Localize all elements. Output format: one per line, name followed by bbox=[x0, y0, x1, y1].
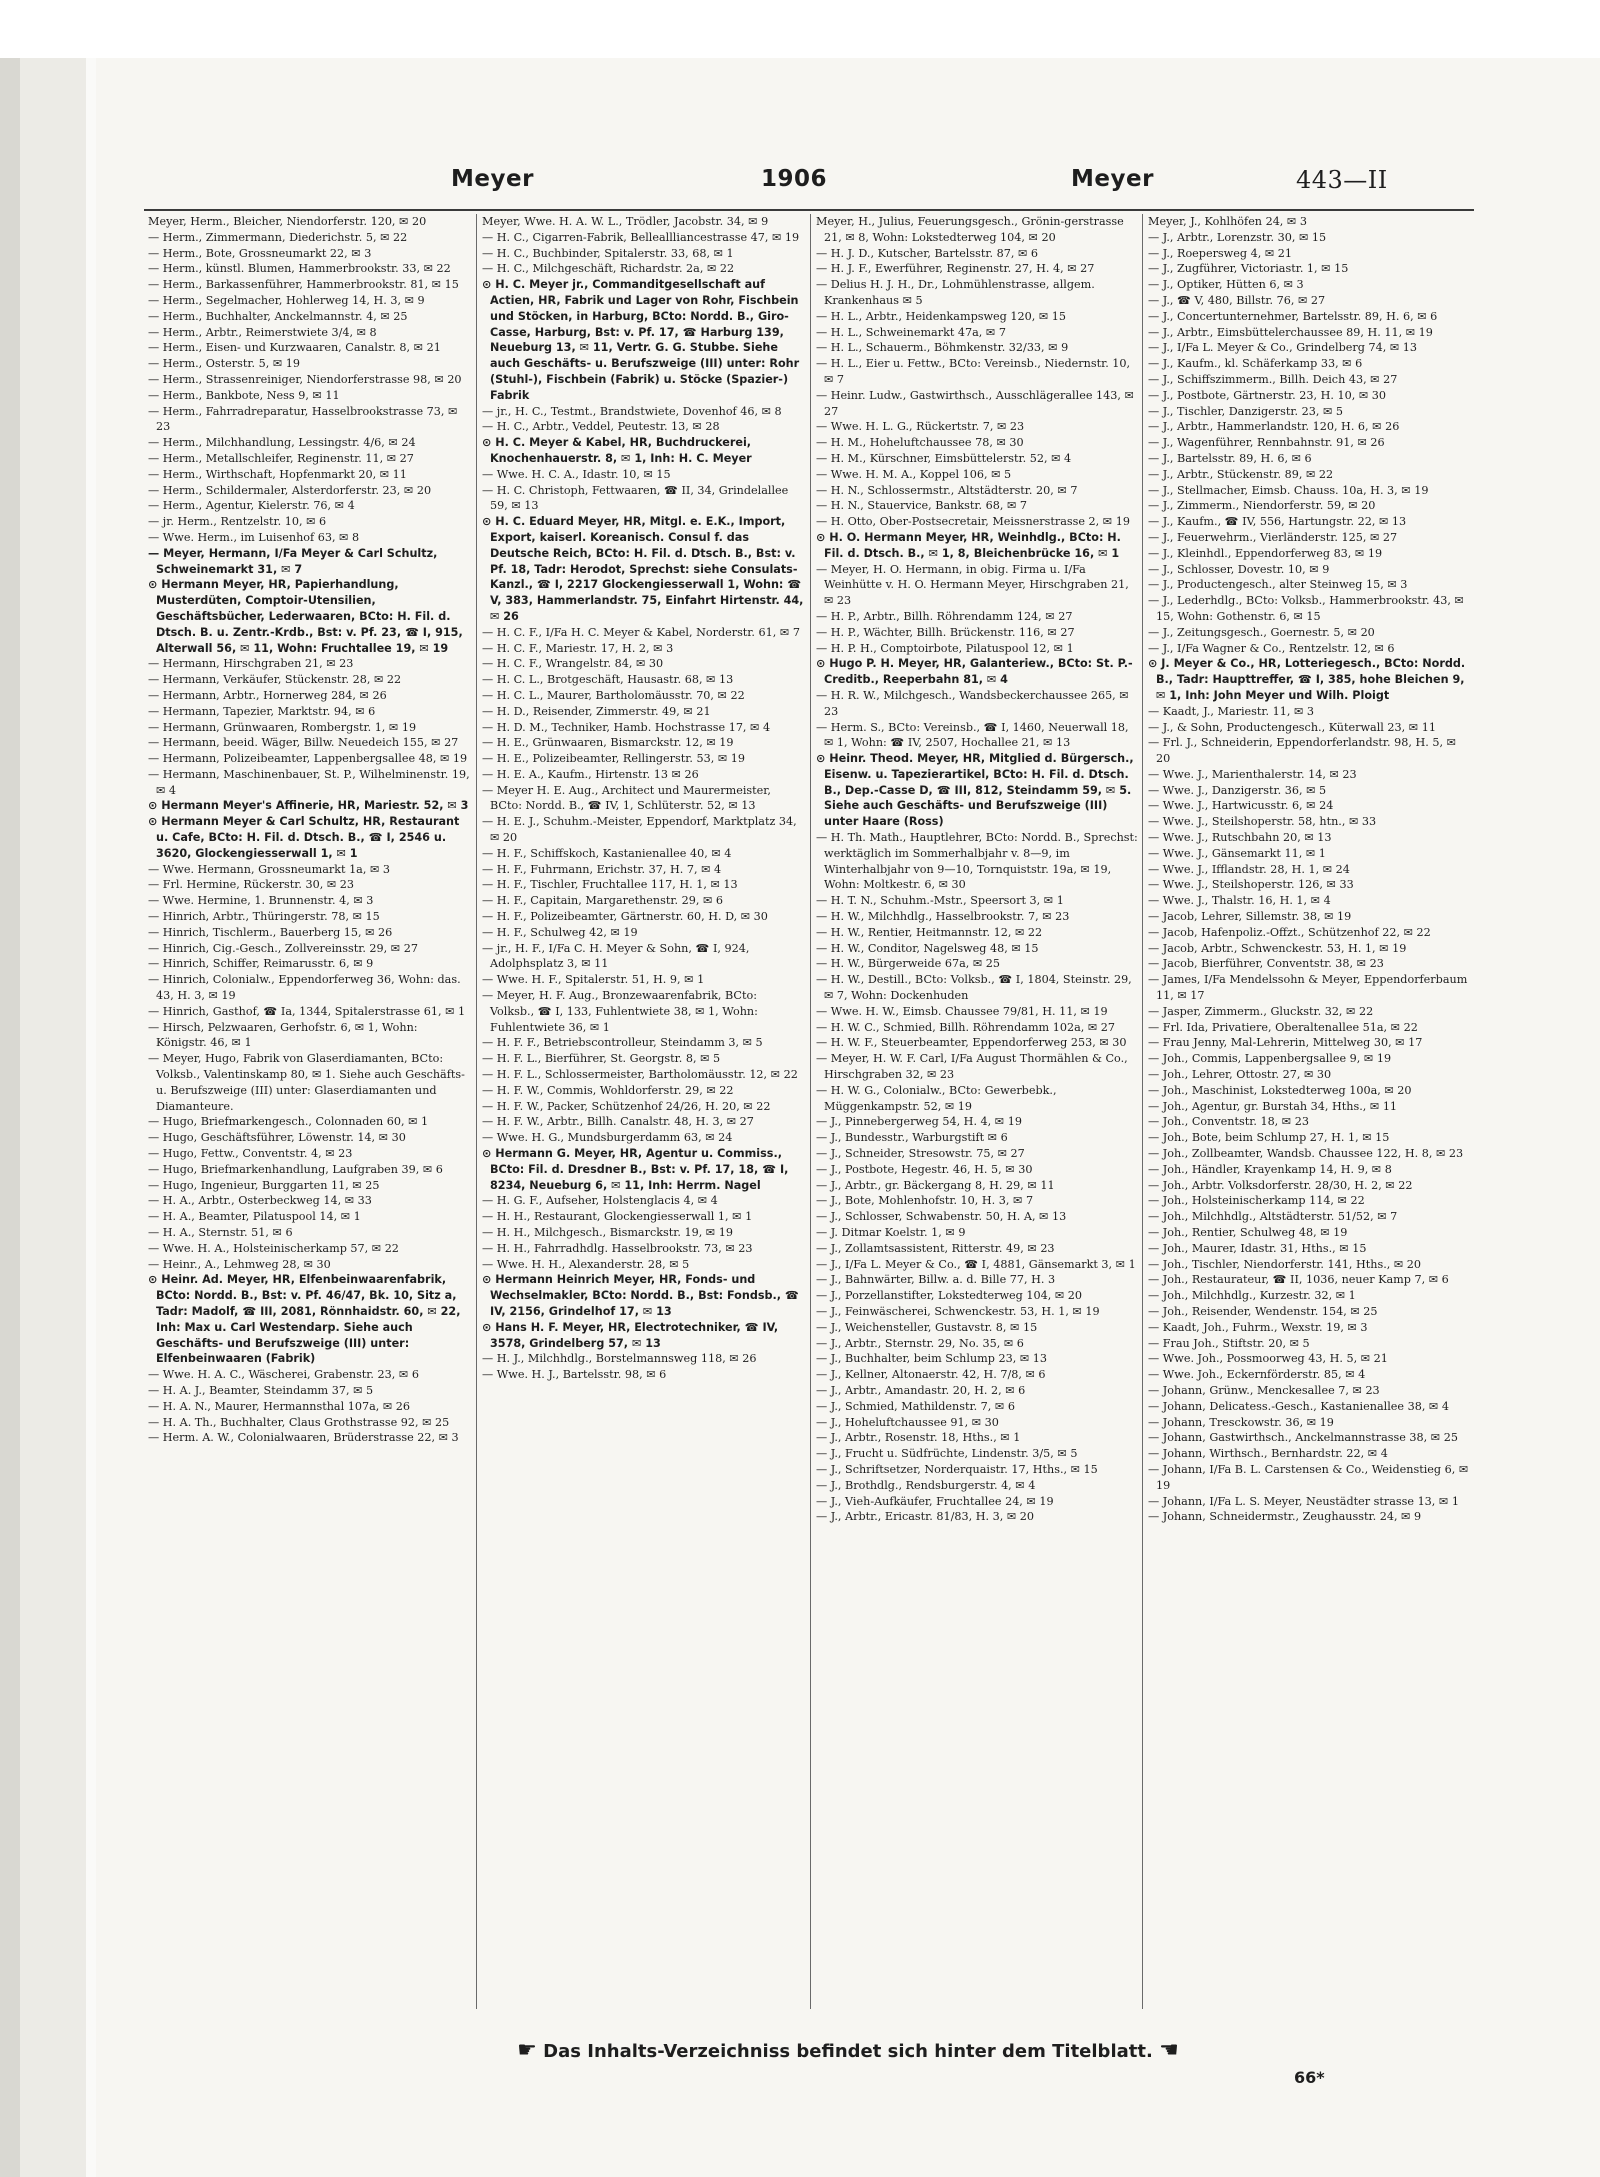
directory-entry: — Joh., Restaurateur, ☎ II, 1036, neuer Kamp 7, ✉ 6 bbox=[1148, 1273, 1449, 1287]
directory-entry: — H. J., Milchhdlg., Borstelmannsweg 118, ✉ 26 bbox=[482, 1352, 757, 1366]
directory-entry: — Jacob, Hafenpoliz.-Offzt., Schützenhof 22, ✉ 22 bbox=[1148, 925, 1431, 939]
directory-entry: — J., Arbtr., Hammerlandstr. 120, H. 6, ✉ 26 bbox=[1148, 420, 1400, 434]
directory-entry: — J., Hoheluftchaussee 91, ✉ 30 bbox=[816, 1415, 999, 1429]
directory-entry: — Herm., Schildermaler, Alsterdorferstr. 23, ✉ 20 bbox=[148, 483, 432, 497]
directory-entry: — Wwe. J., Rutschbahn 20, ✉ 13 bbox=[1148, 831, 1332, 845]
directory-entry: — J., Arbtr., gr. Bäckergang 8, H. 29, ✉ 11 bbox=[816, 1178, 1055, 1192]
directory-entry: — Frl. Ida, Privatiere, Oberaltenallee 51a, ✉ 22 bbox=[1148, 1020, 1418, 1034]
directory-entry: — H. F., Polizeibeamter, Gärtnerstr. 60, H. D, ✉ 30 bbox=[482, 910, 768, 924]
directory-entry: — Meyer, H. W. F. Carl, I/Fa August Thormählen & Co., Hirschgraben 32, ✉ 23 bbox=[816, 1052, 1128, 1082]
directory-column-3 bbox=[816, 214, 1138, 2014]
directory-entry: — Herm., Eisen- und Kurzwaaren, Canalstr. 8, ✉ 21 bbox=[148, 341, 441, 355]
directory-entry: — H. N., Stauervice, Bankstr. 68, ✉ 7 bbox=[816, 499, 1027, 513]
directory-entry: — J., Schlosser, Schwabenstr. 50, H. A, ✉ 13 bbox=[816, 1210, 1067, 1224]
directory-entry: — J., ☎ V, 480, Billstr. 76, ✉ 27 bbox=[1148, 293, 1326, 307]
directory-entry: — Joh., Maschinist, Lokstedterweg 100a, ✉ 20 bbox=[1148, 1083, 1412, 1097]
directory-entry: — H. M., Hoheluftchaussee 78, ✉ 30 bbox=[816, 436, 1024, 450]
directory-entry: — Herm., Bankbote, Ness 9, ✉ 11 bbox=[148, 388, 340, 402]
directory-entry: — H. E., Grünwaaren, Bismarckstr. 12, ✉ 19 bbox=[482, 736, 734, 750]
directory-entry: — Hermann, Grünwaaren, Rombergstr. 1, ✉ 19 bbox=[148, 720, 417, 734]
directory-entry: ⊙ H. O. Hermann Meyer, HR, Weinhdlg., BCto: H. Fil. d. Dtsch. B., ✉ 1, 8, Bleichenbrücke 16, ✉ 1 bbox=[816, 530, 1121, 560]
directory-entry: — Johann, I/Fa L. S. Meyer, Neustädter strasse 13, ✉ 1 bbox=[1148, 1494, 1459, 1508]
directory-entry: — Wwe. J., Thalstr. 16, H. 1, ✉ 4 bbox=[1148, 894, 1331, 908]
directory-entry: — Hugo, Briefmarkenhandlung, Laufgraben 39, ✉ 6 bbox=[148, 1162, 443, 1176]
directory-entry: — J., Lederhdlg., BCto: Volksb., Hammerbrookstr. 43, ✉ 15, Wohn: Gothenstr. 6, ✉ 15 bbox=[1148, 594, 1464, 623]
directory-entry: — jr., H. F., I/Fa C. H. Meyer & Sohn, ☎ I, 924, Adolphsplatz 3, ✉ 11 bbox=[482, 941, 750, 971]
directory-entry: Meyer, Herm., Bleicher, Niendorferstr. 120, ✉ 20 bbox=[148, 215, 427, 228]
directory-entry: — J., Frucht u. Südfrüchte, Lindenstr. 3/5, ✉ 5 bbox=[816, 1447, 1078, 1461]
directory-entry: — H. L., Arbtr., Heidenkampsweg 120, ✉ 15 bbox=[816, 309, 1067, 323]
directory-entry: — J., I/Fa Wagner & Co., Rentzelstr. 12, ✉ 6 bbox=[1148, 641, 1395, 655]
directory-entry: — Johann, Gastwirthsch., Anckelmannstrasse 38, ✉ 25 bbox=[1148, 1431, 1458, 1445]
directory-entry: — H. J. F., Ewerführer, Reginenstr. 27, H. 4, ✉ 27 bbox=[816, 262, 1095, 276]
directory-entry: ⊙ Hugo P. H. Meyer, HR, Galanteriew., BCto: St. P.-Creditb., Reeperbahn 81, ✉ 4 bbox=[816, 657, 1133, 687]
directory-entry: — H. Th. Math., Hauptlehrer, BCto: Nordd. B., Sprechst: werktäglich im Sommerhalbjahr v. 8—9, im Winterhalbjahr von 9—10, Tornquiststr. 19a, ✉ 19, Wohn: Moltkestr. 6, ✉ 30 bbox=[816, 831, 1138, 892]
directory-entry: — H. C., Milchgeschäft, Richardstr. 2a, ✉ 22 bbox=[482, 262, 735, 276]
directory-entry: — Hinrich, Gasthof, ☎ Ia, 1344, Spitalerstrasse 61, ✉ 1 bbox=[148, 1004, 466, 1018]
directory-entry: — Hermann, Arbtr., Hornerweg 284, ✉ 26 bbox=[148, 688, 387, 702]
directory-entry: — Joh., Reisender, Wendenstr. 154, ✉ 25 bbox=[1148, 1304, 1378, 1318]
scan-top-margin bbox=[0, 0, 1600, 58]
directory-entry: ⊙ Heinr. Theod. Meyer, HR, Mitglied d. Bürgersch., Eisenw. u. Tapezierartikel, BCto: H. Fil. d. Dtsch. B., Dep.-Casse D, ☎ III, 812, Steindamm 59, ✉ 5. Siehe auch Geschäfts- und Berufszweige (III) unter Haare (Ross) bbox=[816, 752, 1134, 829]
directory-entry: — H. W. G., Colonialw., BCto: Gewerbebk., Müggenkampstr. 52, ✉ 19 bbox=[816, 1083, 1057, 1113]
directory-entry: — J., Arbtr., Stückenstr. 89, ✉ 22 bbox=[1148, 467, 1334, 481]
directory-entry: ⊙ J. Meyer & Co., HR, Lotteriegesch., BCto: Nordd. B., Tadr: Haupttreffer, ☎ I, 385, hohe Bleichen 9, ✉ 1, Inh: John Meyer und Wilh. Ploigt bbox=[1148, 657, 1466, 702]
column-divider bbox=[1142, 214, 1143, 2009]
directory-entry: — J., Tischler, Danzigerstr. 23, ✉ 5 bbox=[1148, 404, 1344, 418]
directory-entry: — Joh., Commis, Lappenbergsallee 9, ✉ 19 bbox=[1148, 1052, 1392, 1066]
directory-entry: ⊙ Hermann G. Meyer, HR, Agentur u. Commiss., BCto: Fil. d. Dresdner B., Bst: v. Pf. 17, 18, ☎ I, 8234, Neueburg 6, ✉ 11, Inh: Herrm. Nagel bbox=[482, 1147, 789, 1192]
directory-entry: — H. A., Arbtr., Osterbeckweg 14, ✉ 33 bbox=[148, 1194, 372, 1208]
directory-entry: — J., Postbote, Hegestr. 46, H. 5, ✉ 30 bbox=[816, 1162, 1033, 1176]
directory-entry: Meyer, J., Kohlhöfen 24, ✉ 3 bbox=[1148, 215, 1307, 228]
directory-entry: — Jasper, Zimmerm., Gluckstr. 32, ✉ 22 bbox=[1148, 1004, 1374, 1018]
directory-entry: ⊙ Hans H. F. Meyer, HR, Electrotechniker, ☎ IV, 3578, Grindelberg 57, ✉ 13 bbox=[482, 1320, 779, 1350]
page-gutter bbox=[86, 58, 96, 2177]
directory-entry: — H. A. J., Beamter, Steindamm 37, ✉ 5 bbox=[148, 1383, 374, 1397]
directory-entry: — jr., H. C., Testmt., Brandstwiete, Dovenhof 46, ✉ 8 bbox=[482, 404, 782, 418]
directory-entry: — Wwe. H. A., Holsteinischerkamp 57, ✉ 22 bbox=[148, 1241, 399, 1255]
directory-entry: — H. T. N., Schuhm.-Mstr., Speersort 3, ✉ 1 bbox=[816, 894, 1064, 908]
directory-entry: — H. P. H., Comptoirbote, Pilatuspool 12, ✉ 1 bbox=[816, 641, 1074, 655]
directory-entry: — Kaadt, J., Mariestr. 11, ✉ 3 bbox=[1148, 704, 1315, 718]
directory-entry: — Joh., Tischler, Niendorferstr. 141, Hths., ✉ 20 bbox=[1148, 1257, 1422, 1271]
directory-entry: — H. D. M., Techniker, Hamb. Hochstrasse 17, ✉ 4 bbox=[482, 720, 771, 734]
directory-entry: — Wwe. H. G., Mundsburgerdamm 63, ✉ 24 bbox=[482, 1131, 733, 1145]
directory-entry: — H. C., Cigarren-Fabrik, Belleallliancestrasse 47, ✉ 19 bbox=[482, 230, 800, 244]
directory-entry: — H. L., Schweinemarkt 47a, ✉ 7 bbox=[816, 325, 1006, 339]
directory-entry: — H. P., Arbtr., Billh. Röhrendamm 124, ✉ 27 bbox=[816, 609, 1073, 623]
directory-entry: — H. A. Th., Buchhalter, Claus Grothstrasse 92, ✉ 25 bbox=[148, 1415, 450, 1429]
directory-entry: — Joh., Rentier, Schulweg 48, ✉ 19 bbox=[1148, 1226, 1348, 1239]
directory-entry: — J., Postbote, Gärtnerstr. 23, H. 10, ✉ 30 bbox=[1148, 388, 1387, 402]
directory-entry: — H. W., Rentier, Heitmannstr. 12, ✉ 22 bbox=[816, 925, 1043, 939]
directory-entry: — Meyer H. E. Aug., Architect und Maurermeister, BCto: Nordd. B., ☎ IV, 1, Schlüterstr. 52, ✉ 13 bbox=[482, 783, 771, 813]
directory-entry: ⊙ Hermann Meyer's Affinerie, HR, Mariestr. 52, ✉ 3 bbox=[148, 799, 469, 813]
directory-entry: — Wwe. Hermine, 1. Brunnenstr. 4, ✉ 3 bbox=[148, 894, 374, 908]
directory-entry: — Joh., Agentur, gr. Burstah 34, Hths., ✉ 11 bbox=[1148, 1099, 1398, 1113]
directory-entry: — Heinr. Ludw., Gastwirthsch., Ausschlägerallee 143, ✉ 27 bbox=[816, 388, 1134, 418]
header-rule bbox=[144, 209, 1474, 211]
directory-entry: — H. P., Wächter, Billh. Brückenstr. 116, ✉ 27 bbox=[816, 625, 1075, 639]
directory-entry: — Herm., Bote, Grossneumarkt 22, ✉ 3 bbox=[148, 246, 372, 260]
directory-entry: — J., Arbtr., Sternstr. 29, No. 35, ✉ 6 bbox=[816, 1336, 1024, 1350]
directory-entry: ⊙ H. C. Meyer jr., Commanditgesellschaft auf Actien, HR, Fabrik und Lager von Rohr, Fischbein und Stöcken, in Harburg, BCto: Nordd. B., Giro-Casse, Harburg, Bst: v. Pf. 17, ☎ Harburg 139, Neueburg 13, ✉ 11, Vertr. G. G. Stubbe. Siehe auch Geschäfts- u. Berufszweige (III) unter: Rohr (Stuhl-), Fischbein (Fabrik) u. Stöcke (Spazier-) Fabrik bbox=[482, 278, 800, 402]
directory-entry: — H. W. C., Schmied, Billh. Röhrendamm 102a, ✉ 27 bbox=[816, 1020, 1116, 1034]
directory-entry: — J., Kleinhdl., Eppendorferweg 83, ✉ 19 bbox=[1148, 546, 1383, 560]
directory-entry: — jr. Herm., Rentzelstr. 10, ✉ 6 bbox=[148, 515, 327, 529]
directory-entry: — Wwe. H. A. C., Wäscherei, Grabenstr. 23, ✉ 6 bbox=[148, 1368, 419, 1382]
directory-entry: — Hirsch, Pelzwaaren, Gerhofstr. 6, ✉ 1, Wohn: Königstr. 46, ✉ 1 bbox=[148, 1020, 418, 1050]
directory-entry: ⊙ Heinr. Ad. Meyer, HR, Elfenbeinwaarenfabrik, BCto: Nordd. B., Bst: v. Pf. 46/47, Bk. 10, Sitz a, Tadr: Madolf, ☎ III, 2081, Rönnhaidstr. 60, ✉ 22, Inh: Max u. Carl Westendarp. Siehe auch Geschäfts- und Berufszweige (III) unter: Elfenbeinwaaren (Fabrik) bbox=[148, 1273, 461, 1366]
directory-entry: — H. F., Schiffskoch, Kastanienallee 40, ✉ 4 bbox=[482, 846, 732, 860]
directory-entry: — Jacob, Bierführer, Conventstr. 38, ✉ 23 bbox=[1148, 957, 1384, 971]
directory-entry: — J., Schlosser, Dovestr. 10, ✉ 9 bbox=[1148, 562, 1330, 576]
directory-entry: — Frl. Hermine, Rückerstr. 30, ✉ 23 bbox=[148, 878, 355, 892]
header-year: 1906 bbox=[761, 166, 828, 192]
directory-entry: — H. F. L., Bierführer, St. Georgstr. 8, ✉ 5 bbox=[482, 1052, 721, 1066]
directory-entry: — Herm., Fahrradreparatur, Hasselbrookstrasse 73, ✉ 23 bbox=[148, 404, 458, 434]
directory-entry: — Johann, I/Fa B. L. Carstensen & Co., Weidenstieg 6, ✉ 19 bbox=[1148, 1462, 1469, 1492]
directory-entry: — J., Stellmacher, Eimsb. Chauss. 10a, H. 3, ✉ 19 bbox=[1148, 483, 1429, 497]
directory-entry: — Hinrich, Cig.-Gesch., Zollvereinsstr. 29, ✉ 27 bbox=[148, 941, 418, 955]
directory-entry: — H. H., Milchgesch., Bismarckstr. 19, ✉ 19 bbox=[482, 1226, 733, 1239]
directory-entry: — H. E. J., Schuhm.-Meister, Eppendorf, Marktplatz 34, ✉ 20 bbox=[482, 815, 797, 845]
directory-entry: — Hugo, Geschäftsführer, Löwenstr. 14, ✉ 30 bbox=[148, 1131, 406, 1145]
header-page-ref: 443—II bbox=[1296, 166, 1388, 194]
directory-entry: — H. W. F., Steuerbeamter, Eppendorferweg 253, ✉ 30 bbox=[816, 1036, 1127, 1050]
directory-entry: — J., & Sohn, Productengesch., Küterwall 23, ✉ 11 bbox=[1148, 720, 1436, 734]
directory-entry: — Joh., Maurer, Idastr. 31, Hths., ✉ 15 bbox=[1148, 1241, 1367, 1255]
directory-entry: — Wwe. Joh., Possmoorweg 43, H. 5, ✉ 21 bbox=[1148, 1352, 1388, 1366]
directory-entry: — Frau Jenny, Mal-Lehrerin, Mittelweg 30, ✉ 17 bbox=[1148, 1036, 1423, 1050]
directory-entry: ⊙ Hermann Heinrich Meyer, HR, Fonds- und Wechselmakler, BCto: Nordd. B., Bst: Fondsb., ☎ IV, 2156, Grindelhof 17, ✉ 13 bbox=[482, 1273, 799, 1318]
directory-column-1 bbox=[148, 214, 470, 2014]
directory-entry: — H. L., Schauerm., Böhmkenstr. 32/33, ✉ 9 bbox=[816, 341, 1069, 355]
directory-entry: — Joh., Bote, beim Schlump 27, H. 1, ✉ 15 bbox=[1148, 1131, 1390, 1145]
directory-entry: — J., Bote, Mohlenhofstr. 10, H. 3, ✉ 7 bbox=[816, 1194, 1034, 1208]
directory-entry: — Herm., künstl. Blumen, Hammerbrookstr. 33, ✉ 22 bbox=[148, 262, 451, 276]
directory-entry: — Hermann, Hirschgraben 21, ✉ 23 bbox=[148, 657, 354, 671]
directory-entry: — Herm., Wirthschaft, Hopfenmarkt 20, ✉ 11 bbox=[148, 467, 407, 481]
directory-entry: — J. Ditmar Koelstr. 1, ✉ 9 bbox=[816, 1226, 966, 1239]
directory-entry: — Herm., Zimmermann, Diederichstr. 5, ✉ 22 bbox=[148, 230, 408, 244]
directory-entry: — Wwe. H. H., Alexanderstr. 28, ✉ 5 bbox=[482, 1257, 690, 1271]
directory-entry: — Frl. J., Schneiderin, Eppendorferlandstr. 98, H. 5, ✉ 20 bbox=[1148, 736, 1456, 766]
directory-entry: — H. F., Tischler, Fruchtallee 117, H. 1, ✉ 13 bbox=[482, 878, 738, 892]
directory-entry: — Johann, Grünw., Menckesallee 7, ✉ 23 bbox=[1148, 1383, 1380, 1397]
directory-entry: — Hinrich, Arbtr., Thüringerstr. 78, ✉ 15 bbox=[148, 910, 380, 924]
directory-entry: — H. F. L., Schlossermeister, Bartholomäusstr. 12, ✉ 22 bbox=[482, 1068, 798, 1082]
directory-entry: — Hinrich, Schiffer, Reimarusstr. 6, ✉ 9 bbox=[148, 957, 374, 971]
directory-entry: — Herm., Milchhandlung, Lessingstr. 4/6, ✉ 24 bbox=[148, 436, 416, 450]
directory-entry: — H. C., Buchbinder, Spitalerstr. 33, 68, ✉ 1 bbox=[482, 246, 734, 260]
directory-entry: — Wwe. Herm., im Luisenhof 63, ✉ 8 bbox=[148, 530, 360, 544]
directory-entry: — H. C. Christoph, Fettwaaren, ☎ II, 34, Grindelallee 59, ✉ 13 bbox=[482, 483, 789, 513]
directory-entry: — Herm., Agentur, Kielerstr. 76, ✉ 4 bbox=[148, 499, 355, 513]
directory-entry: — H. C. L., Maurer, Bartholomäusstr. 70, ✉ 22 bbox=[482, 688, 745, 702]
directory-entry: — Delius H. J. H., Dr., Lohmühlenstrasse, allgem. Krankenhaus ✉ 5 bbox=[816, 278, 1095, 307]
directory-entry: — H. E. A., Kaufm., Hirtenstr. 13 ✉ 26 bbox=[482, 767, 699, 781]
directory-entry: — J., Bahnwärter, Billw. a. d. Bille 77, H. 3 bbox=[816, 1273, 1056, 1287]
directory-entry: — Herm., Buchhalter, Anckelmannstr. 4, ✉ 25 bbox=[148, 309, 408, 323]
directory-entry: — H. C. F., Wrangelstr. 84, ✉ 30 bbox=[482, 657, 664, 671]
directory-entry: — J., Arbtr., Eimsbüttelerchaussee 89, H. 11, ✉ 19 bbox=[1148, 325, 1433, 339]
directory-entry: — J., Concertunternehmer, Bartelsstr. 89, H. 6, ✉ 6 bbox=[1148, 309, 1438, 323]
directory-entry: — Wwe. J., Danzigerstr. 36, ✉ 5 bbox=[1148, 783, 1327, 797]
directory-entry: — Hermann, Tapezier, Marktstr. 94, ✉ 6 bbox=[148, 704, 376, 718]
directory-entry: Meyer, Wwe. H. A. W. L., Trödler, Jacobstr. 34, ✉ 9 bbox=[482, 215, 769, 228]
directory-entry: — James, I/Fa Mendelssohn & Meyer, Eppendorferbaum 11, ✉ 17 bbox=[1148, 973, 1468, 1003]
directory-entry: — H. N., Schlossermstr., Altstädterstr. 20, ✉ 7 bbox=[816, 483, 1078, 497]
directory-entry: — H. Otto, Ober-Postsecretair, Meissnerstrasse 2, ✉ 19 bbox=[816, 515, 1130, 529]
column-divider bbox=[476, 214, 477, 2009]
directory-entry: — Meyer, Hugo, Fabrik von Glaserdiamanten, BCto: Volksb., Valentinskamp 80, ✉ 1. Siehe auch Geschäfts- u. Berufszweige (III) unter: Glaserdiamanten und Diamanteure. bbox=[148, 1052, 465, 1113]
directory-entry: — Herm., Arbtr., Reimerstwiete 3/4, ✉ 8 bbox=[148, 325, 377, 339]
directory-entry: — H. D., Reisender, Zimmerstr. 49, ✉ 21 bbox=[482, 704, 711, 718]
directory-entry: — J., Schneider, Stresowstr. 75, ✉ 27 bbox=[816, 1147, 1025, 1161]
directory-entry: — Joh., Lehrer, Ottostr. 27, ✉ 30 bbox=[1148, 1068, 1332, 1082]
directory-entry: — J., Zugführer, Victoriastr. 1, ✉ 15 bbox=[1148, 262, 1349, 276]
directory-entry: — J., Schiffszimmerm., Billh. Deich 43, ✉ 27 bbox=[1148, 372, 1398, 386]
directory-entry: — J., Feinwäscherei, Schwenckestr. 53, H. 1, ✉ 19 bbox=[816, 1304, 1100, 1318]
directory-entry: — H. F. W., Arbtr., Billh. Canalstr. 48, H. 3, ✉ 27 bbox=[482, 1115, 754, 1129]
directory-entry: — Wwe. Hermann, Grossneumarkt 1a, ✉ 3 bbox=[148, 862, 391, 876]
directory-entry: — J., Arbtr., Ericastr. 81/83, H. 3, ✉ 20 bbox=[816, 1510, 1035, 1524]
directory-entry: — H. F. W., Commis, Wohldorferstr. 29, ✉ 22 bbox=[482, 1083, 734, 1097]
directory-column-4 bbox=[1148, 214, 1470, 2014]
directory-entry: — J., Zollamtsassistent, Ritterstr. 49, ✉ 23 bbox=[816, 1241, 1055, 1255]
directory-entry: — Joh., Zollbeamter, Wandsb. Chaussee 122, H. 8, ✉ 23 bbox=[1148, 1147, 1464, 1161]
directory-entry: ⊙ H. C. Eduard Meyer, HR, Mitgl. e. E.K., Import, Export, kaiserl. Koreanisch. Consul f. das Deutsche Reich, BCto: H. Fil. d. Dtsch. B., Bst: v. Pf. 18, Tadr: Herodot, Sprechst: siehe Consulats-Kanzl., ☎ I, 2217 Glockengiesserwall 1, Wohn: ☎ V, 383, Hammerlandstr. 75, Einfahrt Hirtenstr. 44, ✉ 26 bbox=[482, 515, 804, 623]
directory-entry: — H. C., Arbtr., Veddel, Peutestr. 13, ✉ 28 bbox=[482, 420, 720, 434]
directory-entry: — Joh., Holsteinischerkamp 114, ✉ 22 bbox=[1148, 1194, 1365, 1208]
directory-entry: — Wwe. J., Hartwicusstr. 6, ✉ 24 bbox=[1148, 799, 1334, 813]
directory-entry: — H. F., Capitain, Margarethenstr. 29, ✉ 6 bbox=[482, 894, 723, 908]
directory-entry: — Hugo, Briefmarkengesch., Colonnaden 60, ✉ 1 bbox=[148, 1115, 429, 1129]
directory-entry: — Jacob, Arbtr., Schwenckestr. 53, H. 1, ✉ 19 bbox=[1148, 941, 1407, 955]
directory-entry: — Hermann, Polizeibeamter, Lappenbergsallee 48, ✉ 19 bbox=[148, 752, 468, 766]
directory-entry: — J., Kellner, Altonaerstr. 42, H. 7/8, ✉ 6 bbox=[816, 1368, 1046, 1382]
directory-entry: — J., Wagenführer, Rennbahnstr. 91, ✉ 26 bbox=[1148, 436, 1385, 450]
directory-entry: ⊙ H. C. Meyer & Kabel, HR, Buchdruckerei, Knochenhauerstr. 8, ✉ 1, Inh: H. C. Meyer bbox=[482, 436, 752, 465]
column-divider bbox=[810, 214, 811, 2009]
directory-entry: — Heinr., A., Lehmweg 28, ✉ 30 bbox=[148, 1257, 331, 1271]
directory-entry: — J., Weichensteller, Gustavstr. 8, ✉ 15 bbox=[816, 1320, 1038, 1334]
directory-entry: — H. F., Schulweg 42, ✉ 19 bbox=[482, 925, 638, 939]
header-right-name: Meyer bbox=[1071, 166, 1154, 192]
directory-entry: — Wwe. J., Steilshoperstr. 58, htn., ✉ 33 bbox=[1148, 815, 1377, 829]
directory-entry: — Johann, Tresckowstr. 36, ✉ 19 bbox=[1148, 1415, 1334, 1429]
directory-entry: — Meyer, H. O. Hermann, in obig. Firma u. I/Fa Weinhütte v. H. O. Hermann Meyer, Hirschgraben 21, ✉ 23 bbox=[816, 562, 1129, 608]
directory-entry: — J., Pinnebergerweg 54, H. 4, ✉ 19 bbox=[816, 1115, 1022, 1129]
running-header bbox=[96, 166, 1600, 206]
sheet-number: 66* bbox=[1294, 2068, 1325, 2087]
index-notice bbox=[96, 2038, 1600, 2063]
directory-entry: — Kaadt, Joh., Fuhrm., Wexstr. 19, ✉ 3 bbox=[1148, 1320, 1368, 1334]
directory-entry: — J., Buchhalter, beim Schlump 23, ✉ 13 bbox=[816, 1352, 1048, 1366]
directory-entry: — Hinrich, Tischlerm., Bauerberg 15, ✉ 26 bbox=[148, 925, 393, 939]
directory-entry: — Johann, Schneidermstr., Zeughausstr. 24, ✉ 9 bbox=[1148, 1510, 1422, 1524]
directory-entry: — H. J. D., Kutscher, Bartelsstr. 87, ✉ 6 bbox=[816, 246, 1038, 260]
directory-entry: — Hermann, Verkäufer, Stückenstr. 28, ✉ 22 bbox=[148, 673, 402, 687]
directory-entry: Meyer, H., Julius, Feuerungsgesch., Grönin-gerstrasse 21, ✉ 8, Wohn: Lokstedterweg 104, ✉ 20 bbox=[816, 215, 1124, 244]
directory-entry: — J., I/Fa L. Meyer & Co., Grindelberg 74, ✉ 13 bbox=[1148, 341, 1417, 355]
directory-entry: — H. F. W., Packer, Schützenhof 24/26, H. 20, ✉ 22 bbox=[482, 1099, 771, 1113]
directory-entry: — H. W., Destill., BCto: Volksb., ☎ I, 1804, Steinstr. 29, ✉ 7, Wohn: Dockenhuden bbox=[816, 973, 1132, 1003]
directory-entry: — Wwe. H. L. G., Rückertstr. 7, ✉ 23 bbox=[816, 420, 1025, 434]
directory-entry: — Hugo, Fettw., Conventstr. 4, ✉ 23 bbox=[148, 1147, 353, 1161]
directory-entry: — Johann, Wirthsch., Bernhardstr. 22, ✉ 4 bbox=[1148, 1447, 1388, 1461]
directory-entry: — Johann, Delicatess.-Gesch., Kastanienallee 38, ✉ 4 bbox=[1148, 1399, 1449, 1413]
directory-entry: — Hermann, Maschinenbauer, St. P., Wilhelminenstr. 19, ✉ 4 bbox=[148, 767, 470, 797]
directory-entry: — J., Roepersweg 4, ✉ 21 bbox=[1148, 246, 1292, 260]
directory-entry: — Herm. S., BCto: Vereinsb., ☎ I, 1460, Neuerwall 18, ✉ 1, Wohn: ☎ IV, 2507, Hochallee 21, ✉ 13 bbox=[816, 720, 1129, 750]
directory-entry: ⊙ Hermann Meyer & Carl Schultz, HR, Restaurant u. Cafe, BCto: H. Fil. d. Dtsch. B., ☎ I, 2546 u. 3620, Glockengiesserwall 1, ✉ 1 bbox=[148, 815, 460, 860]
header-left-name: Meyer bbox=[451, 166, 534, 192]
directory-entry: — Herm. A. W., Colonialwaaren, Brüderstrasse 22, ✉ 3 bbox=[148, 1431, 459, 1445]
directory-entry: — J., Porzellanstifter, Lokstedterweg 104, ✉ 20 bbox=[816, 1289, 1083, 1303]
directory-entry: — Wwe. J., Ifflandstr. 28, H. 1, ✉ 24 bbox=[1148, 862, 1350, 876]
directory-entry: — Wwe. H. C. A., Idastr. 10, ✉ 15 bbox=[482, 467, 671, 481]
directory-entry: — Wwe. J., Gänsemarkt 11, ✉ 1 bbox=[1148, 846, 1326, 860]
directory-page bbox=[96, 58, 1600, 2177]
directory-entry: — Frau Joh., Stiftstr. 20, ✉ 5 bbox=[1148, 1336, 1310, 1350]
directory-column-2 bbox=[482, 214, 804, 2014]
directory-entry: — Herm., Metallschleifer, Reginenstr. 11, ✉ 27 bbox=[148, 451, 414, 465]
index-notice-text: Das Inhalts-Verzeichniss befindet sich hinter dem Titelblatt. bbox=[543, 2041, 1153, 2062]
directory-entry: — Wwe. H. F., Spitalerstr. 51, H. 9, ✉ 1 bbox=[482, 973, 705, 987]
directory-entry: — H. C. F., I/Fa H. C. Meyer & Kabel, Norderstr. 61, ✉ 7 bbox=[482, 625, 800, 639]
directory-entry: — J., Brothdlg., Rendsburgerstr. 4, ✉ 4 bbox=[816, 1478, 1036, 1492]
directory-entry: — J., Arbtr., Lorenzstr. 30, ✉ 15 bbox=[1148, 230, 1327, 244]
directory-entry: — Hinrich, Colonialw., Eppendorferweg 36, Wohn: das. 43, H. 3, ✉ 19 bbox=[148, 973, 461, 1003]
directory-entry: — J., Bartelsstr. 89, H. 6, ✉ 6 bbox=[1148, 451, 1312, 465]
directory-entry: — H. M., Kürschner, Eimsbüttelerstr. 52, ✉ 4 bbox=[816, 451, 1072, 465]
directory-entry: — Meyer, Hermann, I/Fa Meyer & Carl Schultz, Schweinemarkt 31, ✉ 7 bbox=[148, 546, 438, 576]
directory-entry: — H. A., Sternstr. 51, ✉ 6 bbox=[148, 1226, 293, 1239]
directory-entry: — H. W., Conditor, Nagelsweg 48, ✉ 15 bbox=[816, 941, 1039, 955]
directory-entry: — J., Feuerwehrm., Vierländerstr. 125, ✉ 27 bbox=[1148, 530, 1398, 544]
directory-entry: — Wwe. J., Marienthalerstr. 14, ✉ 23 bbox=[1148, 767, 1357, 781]
directory-entry: — J., Kaufm., ☎ IV, 556, Hartungstr. 22, ✉ 13 bbox=[1148, 515, 1407, 529]
directory-entry: — Herm., Strassenreiniger, Niendorferstrasse 98, ✉ 20 bbox=[148, 372, 462, 386]
directory-entry: — H. W., Milchhdlg., Hasselbrookstr. 7, ✉ 23 bbox=[816, 910, 1070, 924]
directory-entry: — Joh., Arbtr. Volksdorferstr. 28/30, H. 2, ✉ 22 bbox=[1148, 1178, 1413, 1192]
directory-entry: — Joh., Conventstr. 18, ✉ 23 bbox=[1148, 1115, 1309, 1129]
directory-entry: — Jacob, Lehrer, Sillemstr. 38, ✉ 19 bbox=[1148, 910, 1352, 924]
directory-entry: — J., I/Fa L. Meyer & Co., ☎ I, 4881, Gänsemarkt 3, ✉ 1 bbox=[816, 1257, 1136, 1271]
directory-entry: — H. G. F., Aufseher, Holstenglacis 4, ✉ 4 bbox=[482, 1194, 718, 1208]
directory-entry: — J., Arbtr., Rosenstr. 18, Hths., ✉ 1 bbox=[816, 1431, 1021, 1445]
directory-entry: — J., Arbtr., Amandastr. 20, H. 2, ✉ 6 bbox=[816, 1383, 1026, 1397]
directory-entry: — J., Productengesch., alter Steinweg 15, ✉ 3 bbox=[1148, 578, 1408, 592]
directory-entry: — Wwe. J., Steilshoperstr. 126, ✉ 33 bbox=[1148, 878, 1354, 892]
directory-entry: — H. F. F., Betriebscontrolleur, Steindamm 3, ✉ 5 bbox=[482, 1036, 763, 1050]
directory-entry: — H. C. L., Brotgeschäft, Hausastr. 68, ✉ 13 bbox=[482, 673, 734, 687]
directory-entry: — Herm., Osterstr. 5, ✉ 19 bbox=[148, 357, 300, 371]
directory-entry: — H. R. W., Milchgesch., Wandsbeckerchaussee 265, ✉ 23 bbox=[816, 688, 1129, 718]
directory-entry: — Joh., Händler, Krayenkamp 14, H. 9, ✉ 8 bbox=[1148, 1162, 1392, 1176]
directory-entry: — H. C. F., Mariestr. 17, H. 2, ✉ 3 bbox=[482, 641, 674, 655]
directory-entry: — Herm., Barkassenführer, Hammerbrookstr. 81, ✉ 15 bbox=[148, 278, 459, 292]
directory-entry: — J., Schriftsetzer, Norderquaistr. 17, Hths., ✉ 15 bbox=[816, 1462, 1098, 1476]
directory-entry: — H. L., Eier u. Fettw., BCto: Vereinsb., Niedernstr. 10, ✉ 7 bbox=[816, 357, 1131, 386]
pointing-hand-left-icon: ☚ bbox=[1159, 2038, 1179, 2063]
directory-entry: — J., Vieh-Aufkäufer, Fruchtallee 24, ✉ 19 bbox=[816, 1494, 1054, 1508]
directory-entry: — Hermann, beeid. Wäger, Billw. Neuedeich 155, ✉ 27 bbox=[148, 736, 459, 750]
directory-entry: — H. F., Fuhrmann, Erichstr. 37, H. 7, ✉ 4 bbox=[482, 862, 722, 876]
directory-entry: — Herm., Segelmacher, Hohlerweg 14, H. 3, ✉ 9 bbox=[148, 293, 425, 307]
directory-entry: — Hugo, Ingenieur, Burggarten 11, ✉ 25 bbox=[148, 1178, 380, 1192]
directory-entry: — H. H., Fahrradhdlg. Hasselbrookstr. 73, ✉ 23 bbox=[482, 1241, 753, 1255]
directory-entry: — J., Zimmerm., Niendorferstr. 59, ✉ 20 bbox=[1148, 499, 1376, 513]
directory-entry: — Joh., Milchhdlg., Altstädterstr. 51/52, ✉ 7 bbox=[1148, 1210, 1398, 1224]
directory-entry: — Wwe. H. M. A., Koppel 106, ✉ 5 bbox=[816, 467, 1012, 481]
directory-entry: — J., Optiker, Hütten 6, ✉ 3 bbox=[1148, 278, 1304, 292]
directory-entry: — H. A. N., Maurer, Hermannsthal 107a, ✉ 26 bbox=[148, 1399, 411, 1413]
directory-entry: — Wwe. Joh., Eckernförderstr. 85, ✉ 4 bbox=[1148, 1368, 1366, 1382]
directory-entry: — J., Zeitungsgesch., Goernestr. 5, ✉ 20 bbox=[1148, 625, 1375, 639]
directory-entry: — Joh., Milchhdlg., Kurzestr. 32, ✉ 1 bbox=[1148, 1289, 1356, 1303]
directory-entry: — H. A., Beamter, Pilatuspool 14, ✉ 1 bbox=[148, 1210, 361, 1224]
directory-entry: — H. W., Bürgerweide 67a, ✉ 25 bbox=[816, 957, 1001, 971]
directory-entry: — H. H., Restaurant, Glockengiesserwall 1, ✉ 1 bbox=[482, 1210, 753, 1224]
pointing-hand-icon: ☛ bbox=[517, 2038, 537, 2063]
directory-entry: — J., Schmied, Mathildenstr. 7, ✉ 6 bbox=[816, 1399, 1015, 1413]
directory-entry: — J., Kaufm., kl. Schäferkamp 33, ✉ 6 bbox=[1148, 357, 1363, 371]
directory-entry: — Wwe. H. W., Eimsb. Chaussee 79/81, H. 11, ✉ 19 bbox=[816, 1004, 1108, 1018]
directory-entry: — Wwe. H. J., Bartelsstr. 98, ✉ 6 bbox=[482, 1368, 667, 1382]
directory-entry: — H. E., Polizeibeamter, Rellingerstr. 53, ✉ 19 bbox=[482, 752, 746, 766]
directory-entry: ⊙ Hermann Meyer, HR, Papierhandlung, Musterdüten, Comptoir-Utensilien, Geschäftsbücher, Lederwaaren, BCto: H. Fil. d. Dtsch. B. u. Zentr.-Krdb., Bst: v. Pf. 23, ☎ I, 915, Alterwall 56, ✉ 11, Wohn: Fruchtallee 19, ✉ 19 bbox=[148, 578, 463, 655]
book-spine-edge bbox=[0, 58, 20, 2177]
directory-entry: — J., Bundesstr., Warburgstift ✉ 6 bbox=[816, 1131, 1008, 1145]
directory-entry: — Meyer, H. F. Aug., Bronzewaarenfabrik, BCto: Volksb., ☎ I, 133, Fuhlentwiete 38, ✉ 1, Wohn: Fuhlentwiete 36, ✉ 1 bbox=[482, 989, 758, 1034]
